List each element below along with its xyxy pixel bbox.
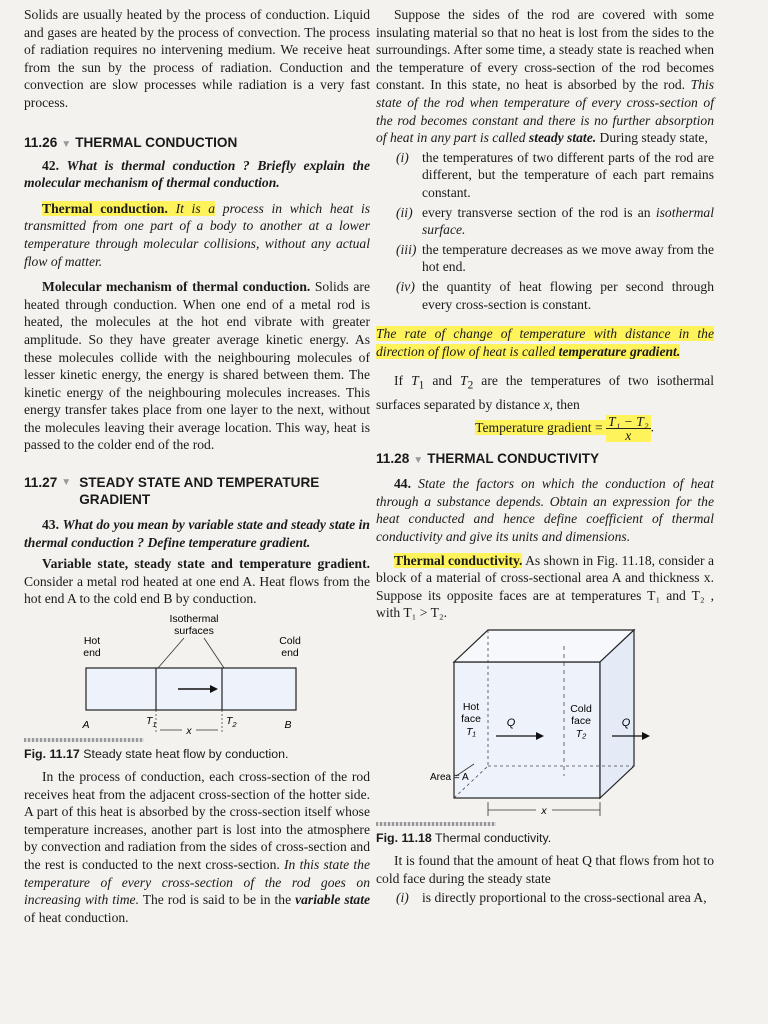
fig-label-t1: $T_1$ [146,715,157,730]
arrow-head-icon [642,732,650,740]
steady-state-list [376,149,714,313]
factor-list [376,889,714,907]
temperature-gradient-formula: Temperature gradient = $\frac{\text{T₁ − T₂}}{x}$ . [475,414,654,444]
fig-label-hot-end: end [83,647,101,660]
molecular-mechanism-paragraph: Molecular mechanism of thermal conduction. Solids are heated through conduction. When one end of a metal rod is heated, the molecules at the hot end vibrate with greater amplitude. So they have greater average kinetic energy. As these molecules collide with the neighbouring molecules of lesser kinetic energy, the energy is shared between them. The kinetic energy of the neighbouring molecules increases. This energy transfer takes place from one layer to the next, without the molecules leaving their average location. This way, heat is passed to the colder end of the rod. [24,279,370,453]
fig-label-cold: Cold [570,702,592,715]
list-item: (i) the temperatures of two different parts of the rod are different, but the temperature of each part remains constant. [396,149,714,200]
formula-fraction: $\frac{\text{T₁ − T₂}}{x}$ [608,414,649,444]
section-heading-11-26: 11.26 ▼ THERMAL CONDUCTION [24,134,238,150]
fig-label-surfaces: surfaces [174,625,214,638]
question-44: 44. State the factors on which the conduction of heat through a substance depends. Obtain an expression for the heat conducted and hence define coefficient of thermal conductivity and give its units and dimensions. [376,476,714,544]
fig-label-cold-end: end [281,647,299,660]
question-42: 42. What is thermal conduction ? Briefly explain the molecular mechanism of thermal conduction. [24,157,370,191]
fig-label-face: face [461,712,481,725]
list-item: (iii) the temperature decreases as we move away from the hot end. [396,241,714,275]
fig-label-q: Q [506,716,516,729]
fig-label-hot: Hot [462,700,480,713]
fig-label-x: x [186,725,192,737]
heat-flow-paragraph: It is found that the amount of heat Q that flows from hot to cold face during the steady state [376,852,714,886]
isothermal-surfaces-paragraph: If $T_1$ and $T_2$ are the temperatures of two isothermal surfaces separated by distance x, then [376,373,714,412]
variable-state-paragraph: Variable state, steady state and temperature gradient. Consider a metal rod heated at one end A. Heat flows from the hot end A to the cold end B by conduction. [24,556,370,607]
fig-pointer-line [158,638,184,668]
fig-label-face: face [571,714,591,727]
triangle-icon: ▼ [413,455,424,467]
fig-label-t2: T₂ [575,727,587,740]
fig-label-isothermal: Isothermal [169,613,219,626]
fig-label-hot: Hot [83,635,101,648]
fig-pointer-line [204,638,224,668]
triangle-icon: ▼ [61,477,72,489]
list-item: (ii) every transverse section of the rod is an isothermal surface. [396,204,714,238]
left-column [24,6,370,926]
fig-label-a: A [82,719,90,732]
fig-label-cold: Cold [279,635,301,648]
caption-rule [376,822,496,826]
temperature-gradient-definition: The rate of change of temperature with distance in the direction of flow of heat is called temperature gradient. [376,326,714,359]
steady-state-paragraph: Suppose the sides of the rod are covered with some insulating material so that no heat is lost from the sides to the surroundings. After some time, a steady state is reached when the temperature of every cross-section of the rod becomes constant. In this state, no heat is absorbed by the rod. This state of the rod when temperature of every cross-section of the rod becomes constant and there is no further absorption of heat in any part is called steady state. During steady state, [376,7,714,146]
triangle-icon: ▼ [61,138,72,150]
fig-label-area: Area = A [430,771,469,783]
figure-11-18 [376,626,714,822]
figure-11-18-caption: Fig. 11.18 Thermal conductivity. [376,830,552,845]
fig-label-t1: T₁ [466,725,476,738]
fig-label-t2: $T_2$ [226,715,237,730]
variable-state-explanation: In the process of conduction, each cross-section of the rod receives heat from the adjacent cross-section of the hotter side. A part of this heat is absorbed by the cross-section itself whose temperature increases, another part is lost into the atmosphere by convection and radiation from the sides of cross-section and the rest is conducted to the next cross-section. In this state the temperature of every cross-section of the rod goes on increasing with time. The rod is said to be in the variable state of heat conduction. [24,769,370,925]
list-item: (i) is directly proportional to the cross-sectional area A, [396,890,707,906]
fig-label-q-out: Q [621,716,631,729]
thermal-conduction-definition: Thermal conduction. It is a process in which heat is transmitted from one part of a body to another at a lower temperature through molecular collisions, without any actual flow of matter. [24,200,371,269]
section-heading-11-28: 11.28 ▼ THERMAL CONDUCTIVITY [376,451,600,467]
caption-rule [24,738,144,742]
section-heading-11-27: 11.27 ▼ STEADY STATE AND TEMPERATURE GRADIENT [24,475,320,508]
thermal-conductivity-paragraph: Thermal conductivity. As shown in Fig. 11.18, consider a block of a material of cross-sectional area A and thickness x. Suppose its opposite faces are at temperatures T₁ and T₂ , with T₁ > T₂. [376,552,714,621]
question-43: 43. What do you mean by variable state and steady state in thermal conduction ? Define temperature gradient. [24,517,370,550]
fig-label-b: B [284,719,292,732]
figure-11-17 [24,610,370,736]
right-column [376,6,714,909]
list-item: (iv) the quantity of heat flowing per second through every cross-section is constant. [396,278,714,312]
figure-11-17-caption: Fig. 11.17 Steady state heat flow by conduction. [24,747,289,762]
fig-label-x: x [541,804,547,817]
intro-paragraph: Solids are usually heated by the process of conduction. Liquid and gases are heated by the process of convection. The process of radiation requires no intervening medium. We receive heat from the sun by the process of radiation. Conduction and convection are slow processes while radiation is a very fast process. [24,7,370,110]
